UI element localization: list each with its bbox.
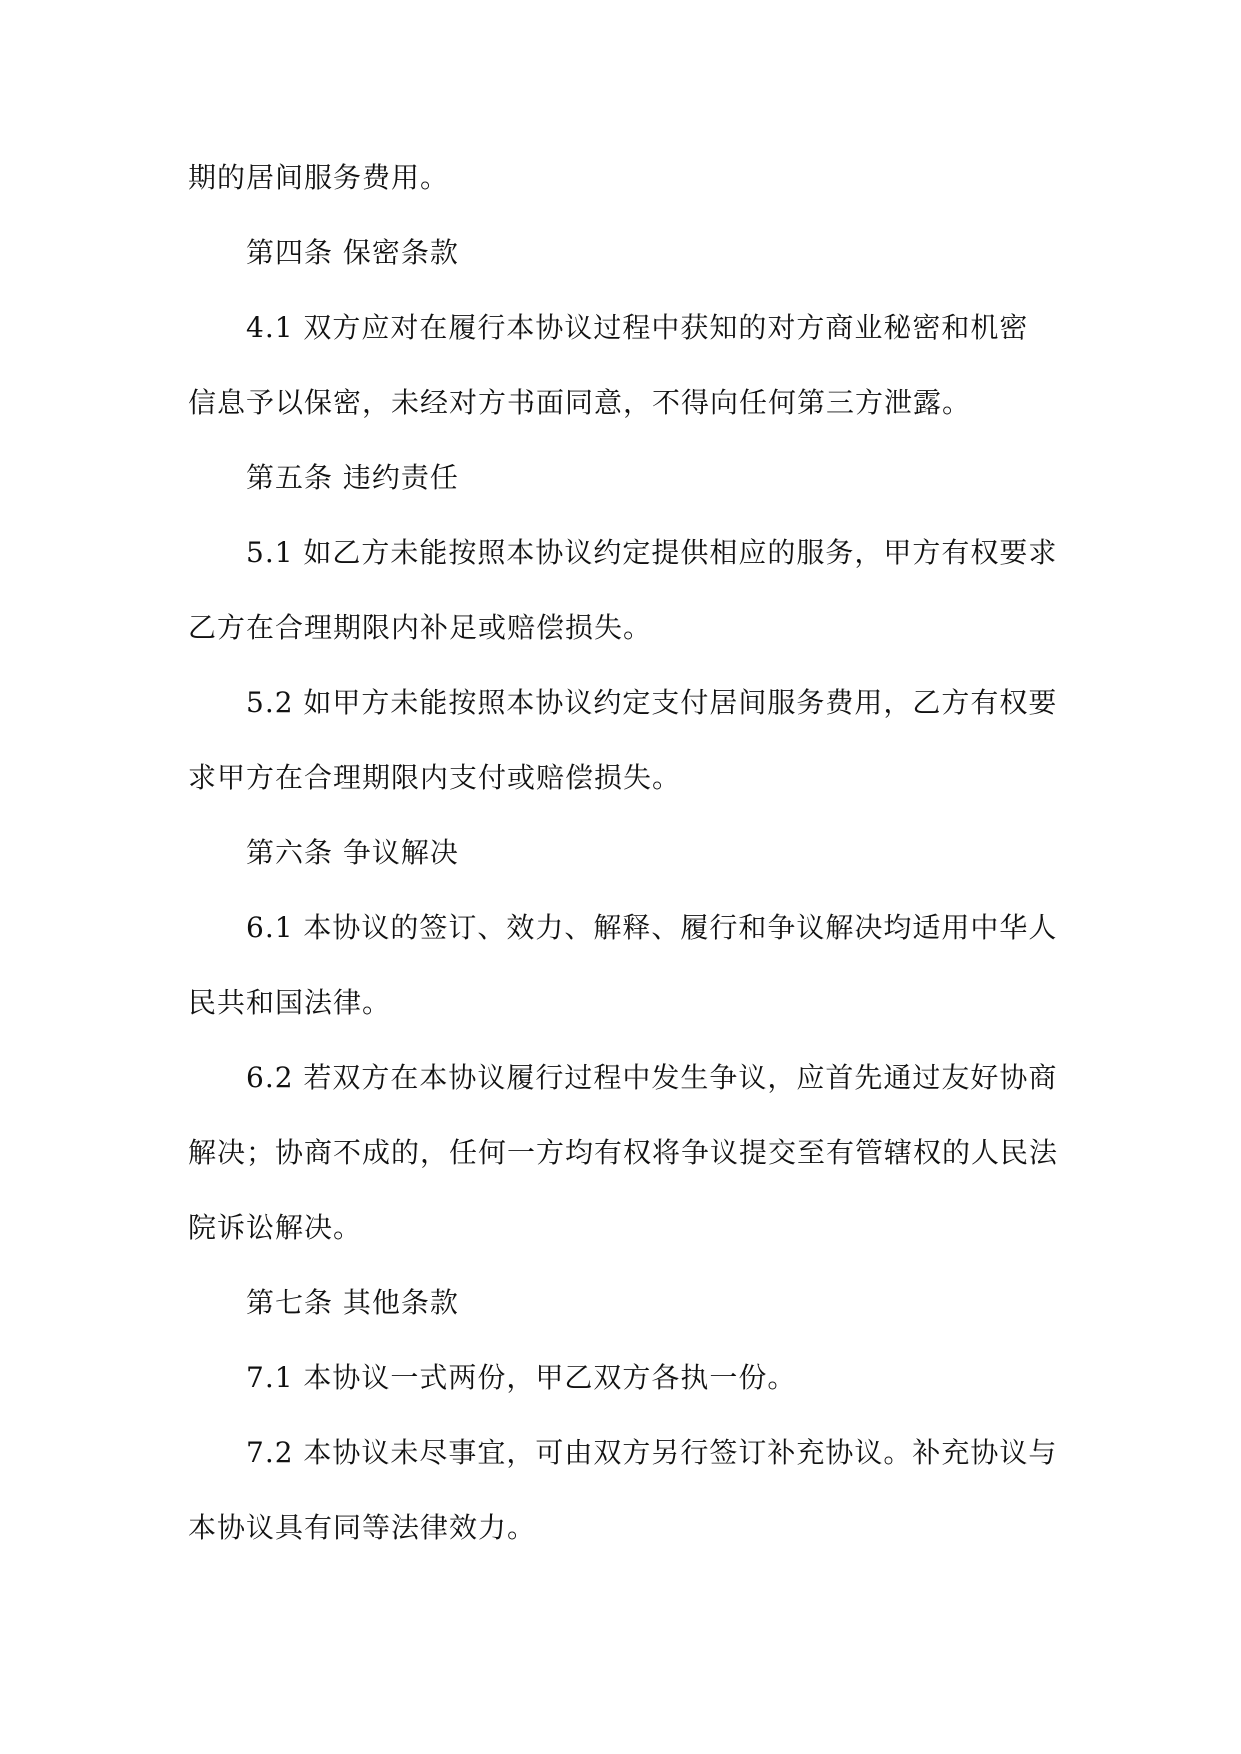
paragraph-line: 期的居间服务费用。 (188, 161, 450, 194)
section-heading-6: 第六条 争议解决 (246, 836, 459, 869)
clause-6-2: 6.2 若双方在本协议履行过程中发生争议，应首先通过友好协商 (246, 1061, 1058, 1094)
clause-5-2: 5.2 如甲方未能按照本协议约定支付居间服务费用，乙方有权要 (246, 686, 1058, 719)
section-heading-7: 第七条 其他条款 (246, 1286, 459, 1319)
clause-4-1: 4.1 双方应对在履行本协议过程中获知的对方商业秘密和机密 (246, 311, 1029, 344)
paragraph-line: 乙方在合理期限内补足或赔偿损失。 (188, 611, 653, 644)
section-heading-5: 第五条 违约责任 (246, 461, 459, 494)
clause-5-1: 5.1 如乙方未能按照本协议约定提供相应的服务，甲方有权要求 (246, 536, 1058, 569)
section-heading-4: 第四条 保密条款 (246, 236, 459, 269)
clause-7-1: 7.1 本协议一式两份，甲乙双方各执一份。 (246, 1361, 797, 1394)
paragraph-line: 院诉讼解决。 (188, 1211, 363, 1244)
paragraph-line: 本协议具有同等法律效力。 (188, 1511, 537, 1544)
paragraph-line: 信息予以保密，未经对方书面同意，不得向任何第三方泄露。 (188, 386, 972, 419)
clause-7-2: 7.2 本协议未尽事宜，可由双方另行签订补充协议。补充协议与 (246, 1436, 1058, 1469)
clause-6-1: 6.1 本协议的签订、效力、解释、履行和争议解决均适用中华人 (246, 911, 1058, 944)
paragraph-line: 解决；协商不成的，任何一方均有权将争议提交至有管辖权的人民法 (188, 1136, 1059, 1169)
paragraph-line: 民共和国法律。 (188, 986, 392, 1019)
paragraph-line: 求甲方在合理期限内支付或赔偿损失。 (188, 761, 682, 794)
document-body (188, 140, 1058, 1565)
